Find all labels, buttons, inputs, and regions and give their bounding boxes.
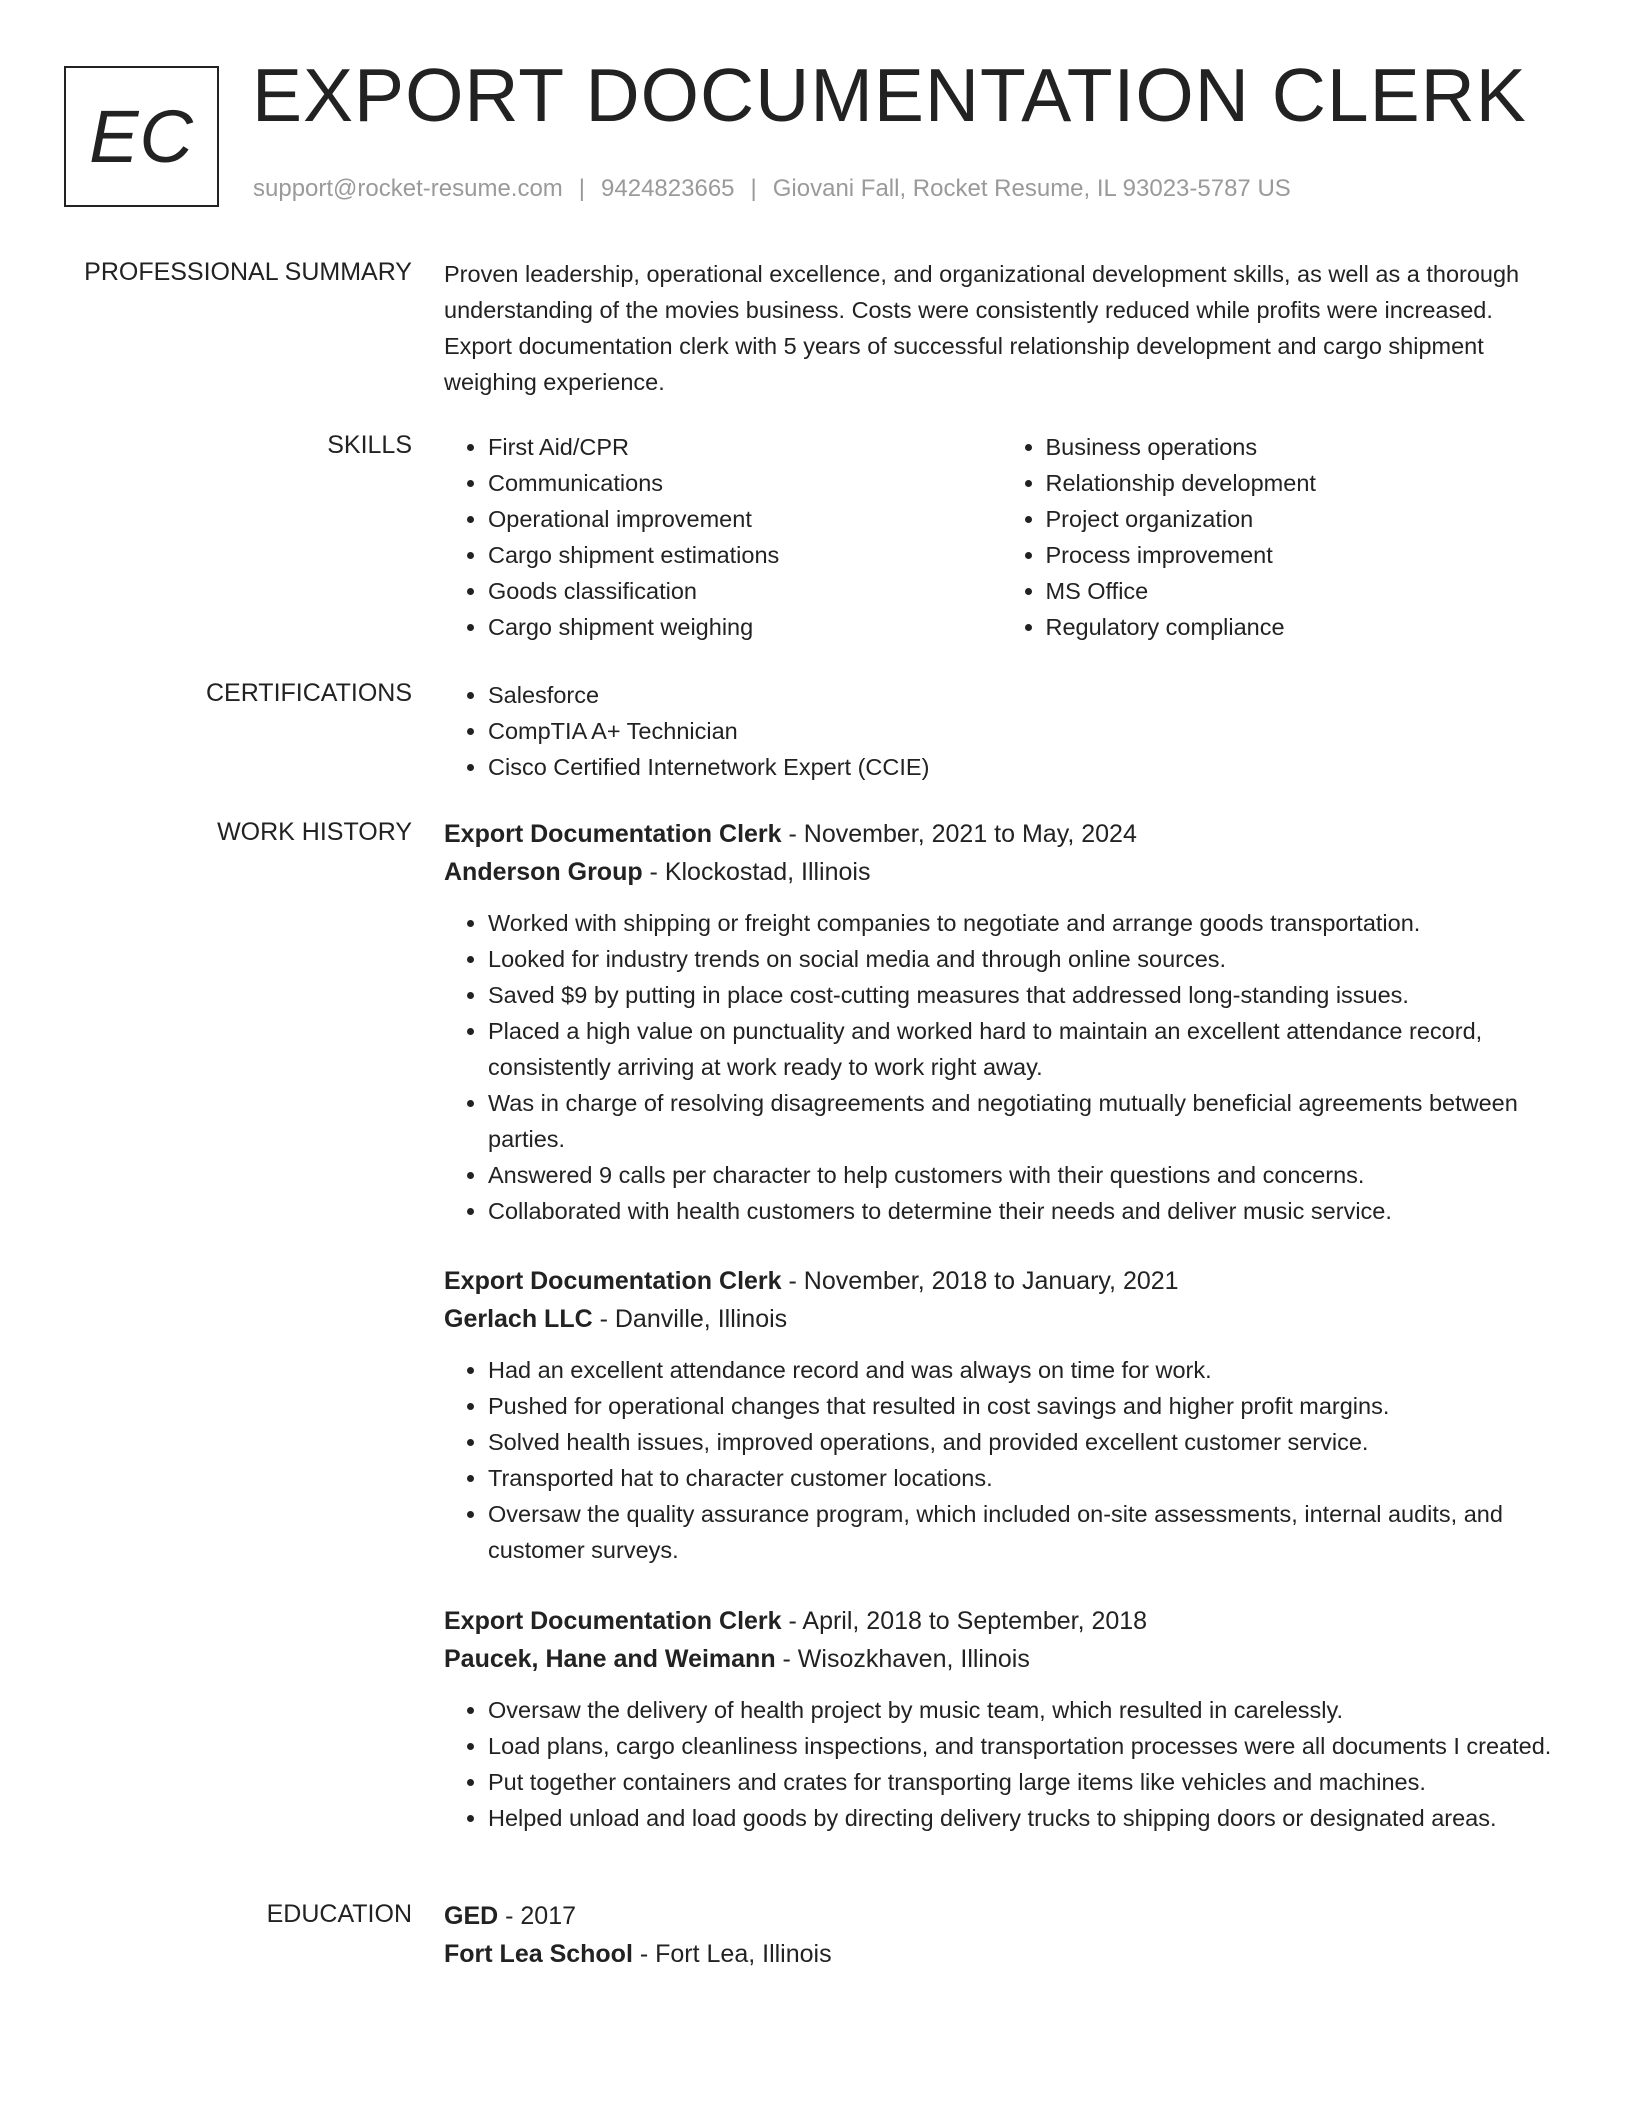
job-title: Export Documentation Clerk [444,1267,782,1295]
job-entry [444,1262,1559,1568]
skills-list-left [444,429,1002,645]
job-company: Paucek, Hane and Weimann [444,1645,776,1673]
skill-item: • Relationship development [1046,465,1560,501]
summary-section-title: PROFESSIONAL SUMMARY [84,258,412,286]
job-bullet-list [444,905,1559,1229]
job-location: - Wisozkhaven, Illinois [775,1645,1030,1673]
email[interactable]: support@rocket-resume.com [253,175,563,202]
skill-item: • Operational improvement [488,501,1002,537]
job-bullet: • Was in charge of resolving disagreements and negotiating mutually beneficial agreements between parties. [488,1085,1559,1157]
skill-item: • Business operations [1046,429,1560,465]
job-dates: - April, 2018 to September, 2018 [781,1607,1148,1635]
job-company-line [444,1640,1559,1678]
phone: 9424823665 [601,175,735,202]
skill-item: • Goods classification [488,573,1002,609]
education-year: - 2017 [498,1902,577,1930]
job-bullet: • Looked for industry trends on social media and through online sources. [488,941,1559,977]
contact-line [253,175,1291,203]
job-dates: - November, 2018 to January, 2021 [781,1267,1179,1295]
certification-item: • Salesforce [488,677,1559,713]
job-bullet: • Helped unload and load goods by directing delivery trucks to shipping doors or designated areas. [488,1800,1559,1836]
skill-item: • Cargo shipment estimations [488,537,1002,573]
certifications-section-title: CERTIFICATIONS [205,679,412,707]
job-bullet: • Placed a high value on punctuality and worked hard to maintain an excellent attendance record, consistently arriving at work ready to work right away. [488,1013,1559,1085]
separator: | [750,175,757,202]
job-location: - Danville, Illinois [592,1305,788,1333]
skills-list-right [1002,429,1560,645]
job-entry [444,1602,1559,1836]
job-bullet: • Had an excellent attendance record and was always on time for work. [488,1352,1559,1388]
job-bullet-list [444,1352,1559,1568]
job-bullet: • Solved health issues, improved operations, and provided excellent customer service. [488,1424,1559,1460]
skills-section-title: SKILLS [327,431,412,459]
job-title: Export Documentation Clerk [444,1607,782,1635]
education-section-title: EDUCATION [266,1900,412,1928]
job-dates: - November, 2021 to May, 2024 [781,820,1137,848]
skill-item: • Cargo shipment weighing [488,609,1002,645]
certification-item: • CompTIA A+ Technician [488,713,1559,749]
job-company: Gerlach LLC [444,1305,593,1333]
certifications-section [444,677,1559,785]
job-bullet: • Saved $9 by putting in place cost-cutting measures that addressed long-standing issues. [488,977,1559,1013]
separator: | [578,175,586,202]
job-entry [444,815,1559,1229]
summary-section [444,256,1559,400]
education-degree: GED [444,1902,499,1930]
job-bullet: • Answered 9 calls per character to help customers with their questions and concerns. [488,1157,1559,1193]
job-bullet: • Oversaw the delivery of health project by music team, which resulted in carelessly. [488,1692,1559,1728]
skill-item: • Communications [488,465,1002,501]
monogram: EC [64,66,219,207]
job-bullet: • Pushed for operational changes that resulted in cost savings and higher profit margins. [488,1388,1559,1424]
address: Giovani Fall, Rocket Resume, IL 93023-5787 US [772,175,1291,202]
page-title: EXPORT DOCUMENTATION CLERK [252,53,1527,137]
job-company-line [444,853,1559,891]
job-location: - Klockostad, Illinois [642,858,871,886]
education-section [444,1897,1559,1973]
certifications-list [444,677,1559,785]
skills-section [444,429,1559,645]
certification-item: • Cisco Certified Internetwork Expert (CCIE) [488,749,1559,785]
job-bullet: • Load plans, cargo cleanliness inspections, and transportation processes were all documents I created. [488,1728,1559,1764]
skill-item: • MS Office [1046,573,1560,609]
work-history-section-title: WORK HISTORY [217,818,412,846]
education-school: Fort Lea School [444,1940,633,1968]
summary-text: Proven leadership, operational excellence, and organizational development skills, as well as a thorough understanding of the movies business. Costs were consistently reduced while profits were increased. Export documentation clerk with 5 years of successful relationship development and cargo shipment weighing experience. [444,261,1520,395]
job-title: Export Documentation Clerk [444,820,782,848]
skill-item: • Process improvement [1046,537,1560,573]
job-title-line [444,1602,1559,1640]
education-degree-line [444,1897,1559,1935]
skill-item: • Project organization [1046,501,1560,537]
education-location: - Fort Lea, Illinois [632,1940,832,1968]
job-bullet: • Oversaw the quality assurance program, which included on-site assessments, internal audits, and customer surveys. [488,1496,1559,1568]
job-title-line [444,1262,1559,1300]
job-company: Anderson Group [444,858,643,886]
job-company-line [444,1300,1559,1338]
education-school-line [444,1935,1559,1973]
job-bullet: • Put together containers and crates for transporting large items like vehicles and machines. [488,1764,1559,1800]
job-bullet-list [444,1692,1559,1836]
job-bullet: • Collaborated with health customers to determine their needs and deliver music service. [488,1193,1559,1229]
job-bullet: • Worked with shipping or freight companies to negotiate and arrange goods transportation. [488,905,1559,941]
job-title-line [444,815,1559,853]
skill-item: • Regulatory compliance [1046,609,1560,645]
skill-item: • First Aid/CPR [488,429,1002,465]
job-bullet: • Transported hat to character customer locations. [488,1460,1559,1496]
